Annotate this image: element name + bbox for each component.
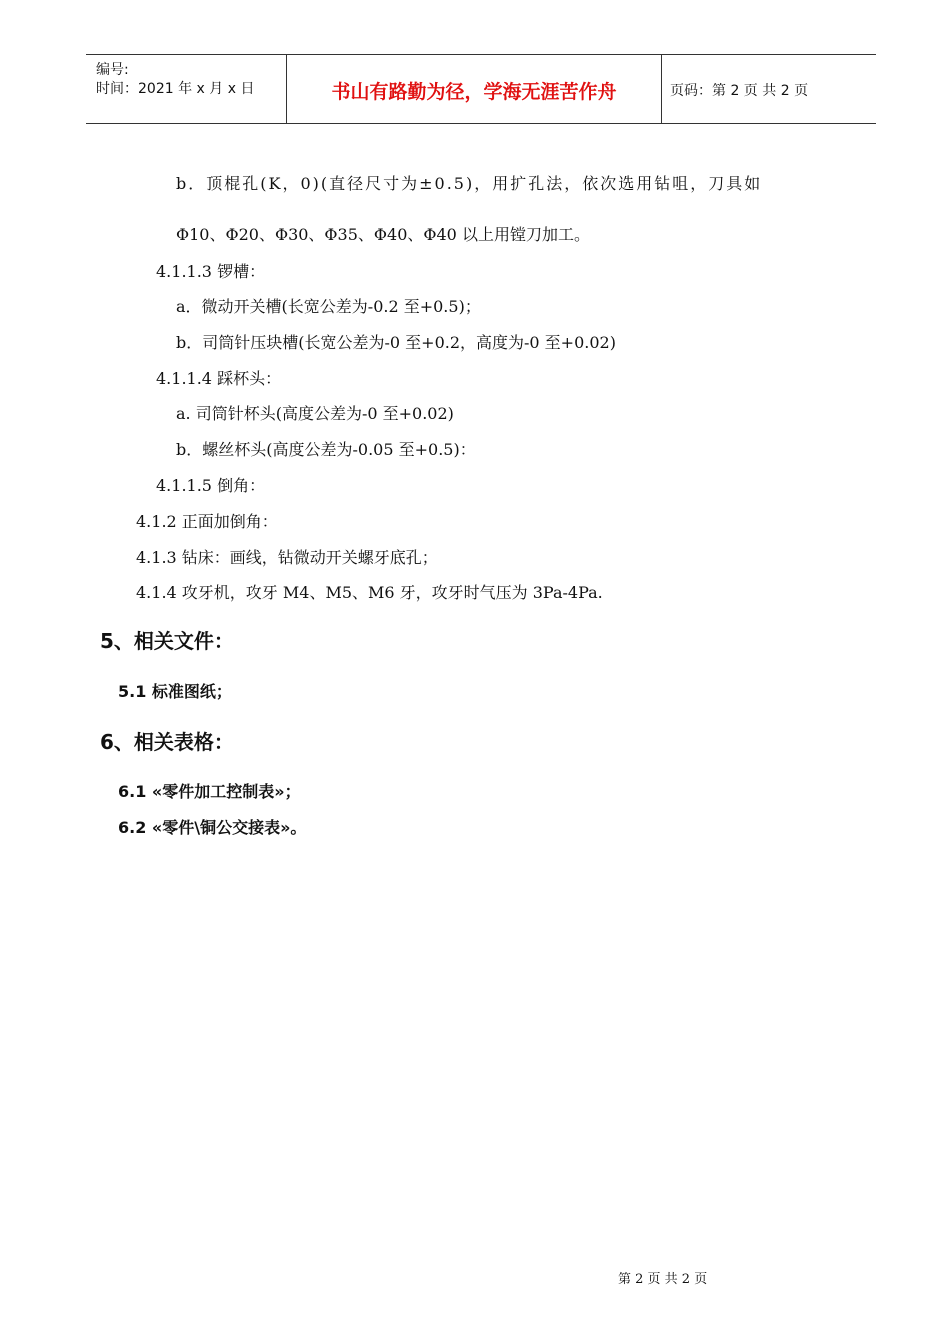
body-line: 4.1.3 钻床：画线，钻微动开关螺牙底孔；: [136, 548, 438, 567]
section-6-heading: 6、相关表格：: [100, 730, 234, 754]
body-line: 4.1.1.4 踩杯头：: [156, 369, 282, 388]
page-footer: 第 2 页 共 2 页: [618, 1272, 708, 1287]
body-line: 4.1.1.5 倒角：: [156, 476, 266, 495]
body-line: a．微动开关槽(长宽公差为-0.2 至+0.5)；: [176, 297, 481, 316]
header-page-info: 页码：第 2 页 共 2 页: [670, 83, 809, 99]
section-6-item: 6.1 «零件加工控制表»；: [118, 782, 301, 801]
body-line: a. 司筒针杯头(高度公差为-0 至+0.02): [176, 404, 454, 423]
header-page-cell: [660, 55, 876, 123]
body-line: b．螺丝杯头(高度公差为-0.05 至+0.5)：: [176, 440, 476, 459]
section-5-item: 5.1 标准图纸；: [118, 682, 232, 701]
body-line: 4.1.2 正面加倒角：: [136, 512, 278, 531]
document-number-label: 编号:: [96, 62, 129, 78]
section-5-heading: 5、相关文件：: [100, 629, 234, 653]
body-line: b．顶棍孔(K，0)(直径尺寸为±0.5)，用扩孔法，依次选用钻咀，刀具如: [176, 174, 763, 193]
body-line: b．司筒针压块槽(长宽公差为-0 至+0.2，高度为-0 至+0.02): [176, 333, 616, 352]
body-line: 4.1.1.3 锣槽：: [156, 262, 266, 281]
body-line: Φ10、Φ20、Φ30、Φ35、Φ40、Φ40 以上用镗刀加工。: [176, 225, 590, 244]
document-date: 时间：2021 年 x 月 x 日: [96, 81, 255, 97]
header-motto: 书山有路勤为径，学海无涯苦作舟: [331, 81, 617, 103]
document-header: [86, 54, 876, 124]
header-motto-cell: [286, 55, 662, 123]
section-6-item: 6.2 «零件\铜公交接表»。: [118, 818, 307, 837]
header-meta: [86, 55, 286, 123]
body-line: 4.1.4 攻牙机，攻牙 M4、M5、M6 牙，攻牙时气压为 3Pa-4Pa.: [136, 583, 603, 602]
